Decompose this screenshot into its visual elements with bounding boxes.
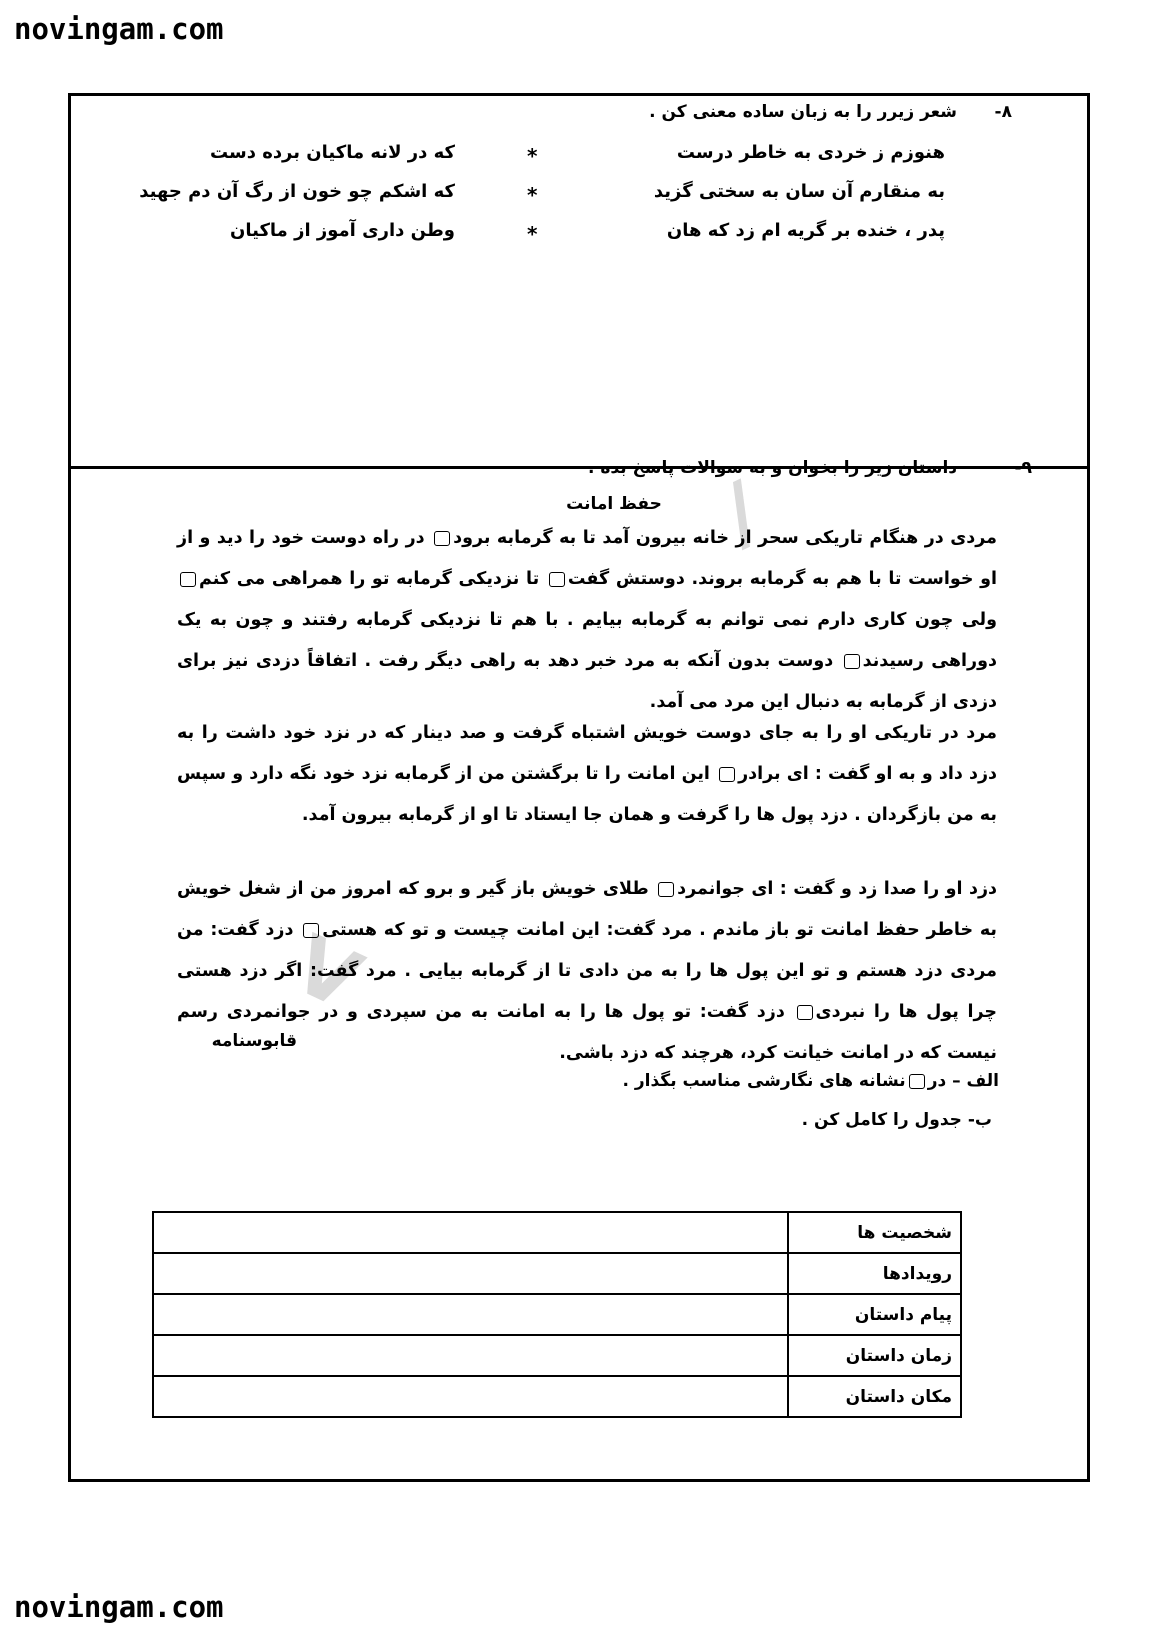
q8-verse1-left: که در لانه ماکیان برده دست [209,142,455,163]
row-label: مکان داستان [788,1376,961,1417]
story-title: حفظ امانت [566,494,662,514]
q8-number: ۸- [994,102,1012,122]
row-label: پیام داستان [788,1294,961,1335]
verse-separator: * [527,183,538,207]
site-watermark-bottom: novingam.com [14,1590,224,1624]
row-label: شخصیت ها [788,1212,961,1253]
faint-watermark-mark: V [279,917,375,1028]
row-label: رویدادها [788,1253,961,1294]
story-paragraph-2: مرد در تاریکی او را به جای دوست خویش اشتباه گرفت و صد دینار که در نزد خود داشت را به دزد داد و به او گفت : ای برادر این امانت را تا برگشتن من از گرمابه نزد خود نگه دارد و سپس به من بازگردان . دزد پول ها را گرفت و همان جا ایستاد تا او از گرمابه بیرون آمد. [177,723,998,825]
punctuation-blank[interactable] [658,882,674,897]
punctuation-blank[interactable] [180,572,196,587]
q8-verse3-left: وطن داری آموز از ماکیان [229,220,455,241]
answer-cell[interactable] [153,1212,788,1253]
part-b-instruction: ب- جدول را کامل کن . [801,1110,992,1130]
story-paragraph-1: مردی در هنگام تاریکی سحر از خانه بیرون آمد تا به گرمابه برود در راه دوست خود را دید و از او خواست تا با هم به گرمابه بروند. دوستش گفت تا نزدیکی گرمابه تو را همراهی می کنمولی چون کاری دارم نمی توانم به گرمابه بیایم . با هم تا نزدیکی گرمابه رفتند و چون به یک دوراهی رسیدند دوست بدون آنکه به مرد خبر دهد به راهی دیگر رفت . اتفاقاً دزدی نیز برای دزدی از گرمابه به دنبال این مرد می آمد. [177,528,998,712]
answer-cell[interactable] [153,1253,788,1294]
punctuation-blank[interactable] [719,767,735,782]
verse-separator: * [527,144,538,168]
part-a-instruction: الف – درنشانه های نگارشی مناسب بگذار . [622,1071,999,1091]
table-row [153,1335,961,1376]
answer-cell[interactable] [153,1335,788,1376]
story-elements-table [152,1211,962,1418]
table-row [153,1212,961,1253]
exam-frame [68,93,1090,1482]
q8-verse2-right: به منقارم آن سان به سختی گزید [653,181,945,202]
q8-verse3-right: پدر ، خنده بر گریه ام زد که هان [666,220,945,241]
punctuation-blank[interactable] [549,572,565,587]
q8-verse2-left: که اشکم چو خون از رگ آن دم جهید [139,181,455,202]
punctuation-blank[interactable] [844,654,860,669]
table-row [153,1294,961,1335]
punctuation-blank[interactable] [303,923,319,938]
story-paragraph-3: دزد او را صدا زد و گفت : ای جوانمرد طلای خویش باز گیر و برو که امروز من از شغل خویش به خاطر حفظ امانت تو باز ماندم . مرد گفت: این امانت چیست و تو که هستی دزد گفت: من مردی دزد هستم و تو این پول ها را به من دادی تا از گرمابه بیایی . مرد گفت: اگر دزد هستی چرا پول ها را نبردی دزد گفت: تو پول ها را به امانت به من سپردی و در جوانمردی رسم نیست که در امانت خیانت کرد، هرچند که دزد باشی. [177,879,998,1063]
punctuation-blank[interactable] [797,1005,813,1020]
answer-cell[interactable] [153,1294,788,1335]
row-label: زمان داستان [788,1335,961,1376]
q9-number: ۹- [1014,458,1032,478]
verse-separator: * [527,222,538,246]
story-source: قابوسنامه [211,1031,297,1051]
punctuation-blank[interactable] [434,531,450,546]
q8-verse1-right: هنوزم ز خردی به خاطر درست [676,142,945,163]
site-watermark-top: novingam.com [14,12,224,46]
answer-cell[interactable] [153,1376,788,1417]
table-row [153,1253,961,1294]
q8-instruction: شعر زیرر را به زبان ساده معنی کن . [649,102,957,122]
q9-instruction: داستان زیر را بخوان و به سوالات پاسخ بده . [588,458,957,478]
faint-watermark-mark: / [707,464,774,561]
table-row [153,1376,961,1417]
punctuation-blank-sample [909,1074,925,1089]
